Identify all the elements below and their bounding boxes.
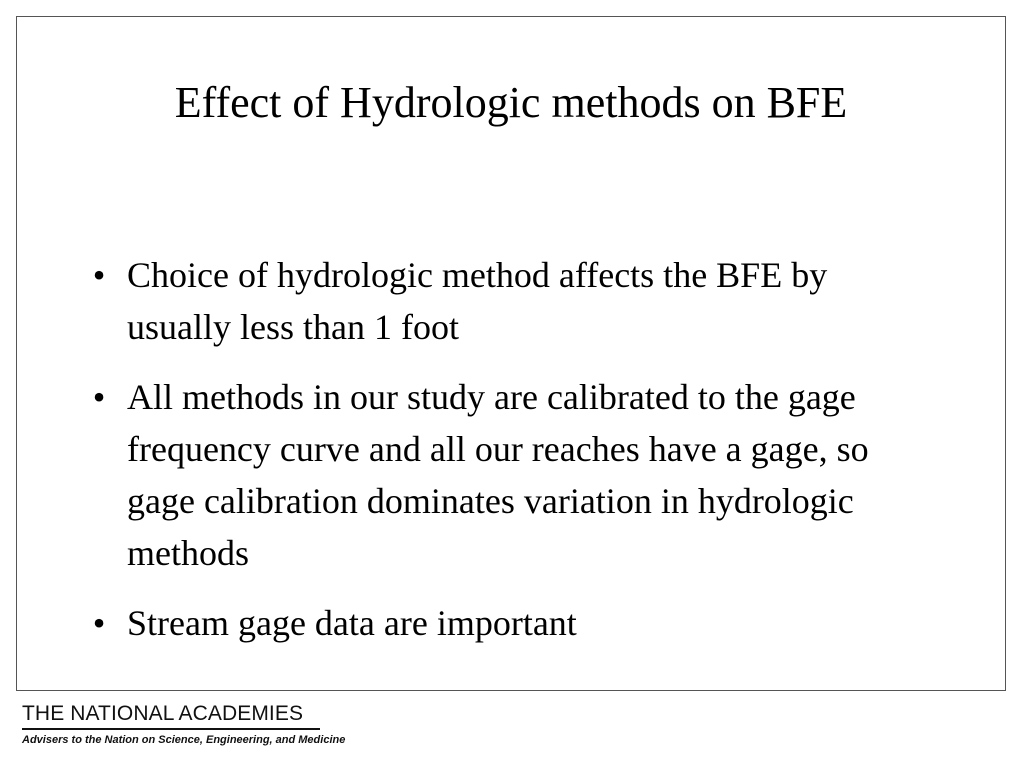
bullet-list	[89, 249, 929, 667]
bullet-text: Choice of hydrologic method affects the BFE by usually less than 1 foot	[127, 255, 828, 347]
bullet-icon: •	[92, 255, 106, 295]
bullet-item	[89, 249, 929, 353]
footer-logo	[22, 702, 346, 747]
logo-tagline: Advisers to the Nation on Science, Engineering, and Medicine	[22, 734, 346, 746]
bullet-text: Stream gage data are important	[127, 603, 577, 643]
slide-title: Effect of Hydrologic methods on BFE	[174, 78, 848, 127]
slide-frame	[16, 16, 1006, 691]
bullet-icon: •	[92, 377, 106, 417]
bullet-item	[89, 597, 929, 649]
bullet-item	[89, 371, 929, 579]
bullet-text: All methods in our study are calibrated to the gage frequency curve and all our reaches have a gage, so gage calibration dominates variation in hydrologic methods	[127, 377, 869, 573]
logo-divider	[22, 728, 320, 730]
bullet-icon: •	[92, 603, 106, 643]
logo-name: THE NATIONAL ACADEMIES	[22, 702, 304, 725]
